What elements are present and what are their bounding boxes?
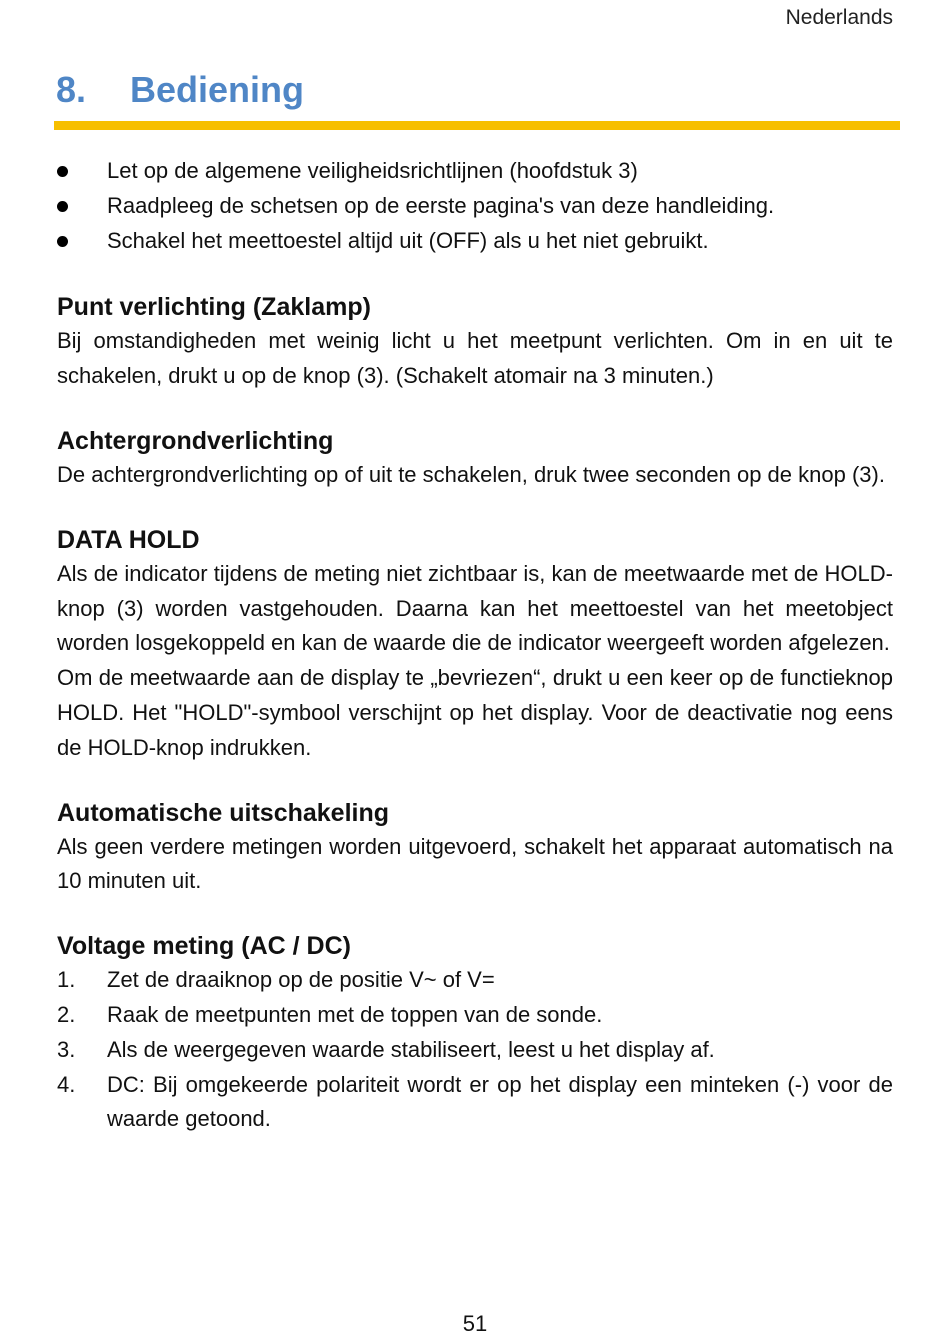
section-title-datahold: DATA HOLD [57,525,200,554]
section-text-datahold-2: Om de meetwaarde aan de display te „bevriezen“, drukt u een keer op de functieknop HOLD. Het "HOLD"-symbool verschijnt op het display. Voor de deactivatie nog eens de HOLD-knop indrukken. [57,665,893,760]
language-label: Nederlands [785,6,893,29]
section-title-autooff: Automatische uitschakeling [57,798,390,827]
safety-bullet-list [57,154,893,258]
list-item: 3. Als de weergegeven waarde stabiliseert, leest u het display af. [57,1036,715,1062]
bullet-dot-icon [57,236,68,247]
list-item: Let op de algemene veiligheidsrichtlijnen (hoofdstuk 3) [57,154,893,189]
section-text-backlight: De achtergrondverlichting op of uit te schakelen, druk twee seconden op de knop (3). [57,461,885,487]
list-item: 4. DC: Bij omgekeerde polariteit wordt er op het display een minteken (-) voor de waarde getoond. [57,1071,893,1132]
list-item: Raadpleeg de schetsen op de eerste pagina's van deze handleiding. [57,189,893,224]
list-item: 2. Raak de meetpunten met de toppen van de sonde. [57,1001,603,1027]
bullet-dot-icon [57,201,68,212]
section-title-flashlight: Punt verlichting (Zaklamp) [57,293,371,322]
section-title-backlight: Achtergrondverlichting [57,426,334,455]
list-item: 1. Zet de draaiknop op de positie V~ of V= [57,967,495,993]
bullet-dot-icon [57,166,68,177]
chapter-title: Bediening [130,69,305,110]
section-title-voltage: Voltage meting (AC / DC) [57,932,351,961]
voltage-steps-list [57,963,893,1137]
section-text-flashlight: Bij omstandigheden met weinig licht u het meetpunt verlichten. Om in en uit te schakelen, drukt u op de knop (3). (Schakelt atomair na 3 minuten.) [57,328,893,389]
chapter-number: 8. [56,69,87,110]
page-number: 51 [462,1311,488,1336]
heading-rule [54,121,900,130]
chapter-heading [56,68,304,112]
list-item: Schakel het meettoestel altijd uit (OFF) als u het niet gebruikt. [57,224,893,259]
section-text-datahold-1: Als de indicator tijdens de meting niet zichtbaar is, kan de meetwaarde met de HOLD-knop (3) worden vastgehouden. Daarna kan het meettoestel van het meetobject worden losgekoppeld en kan de waarde die de indicator weergeeft worden afgelezen. [57,560,893,656]
section-text-autooff: Als geen verdere metingen worden uitgevoerd, schakelt het apparaat automatisch na 10 minuten uit. [57,833,893,894]
page-content [57,154,893,1137]
